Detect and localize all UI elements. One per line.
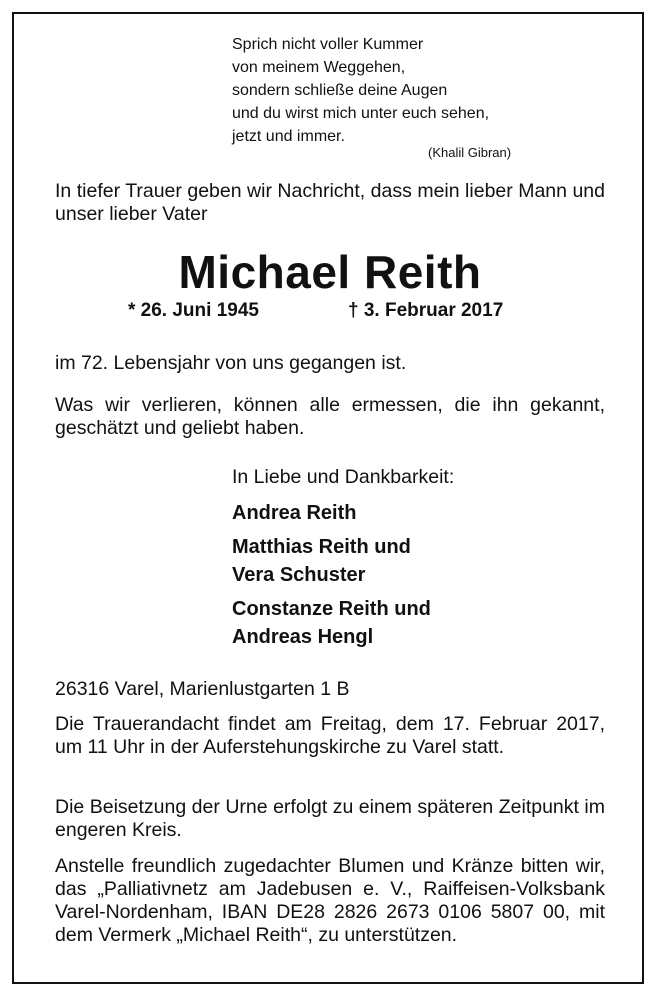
thanks-line: In Liebe und Dankbarkeit:: [232, 466, 455, 488]
poem-line: und du wirst mich unter euch sehen,: [232, 105, 490, 122]
death-date: † 3. Februar 2017: [348, 300, 504, 321]
birth-date: * 26. Juni 1945: [128, 300, 259, 321]
family-name: Andrea Reith: [232, 502, 357, 524]
family-name: Matthias Reith und: [232, 536, 411, 558]
service-text: Die Trauerandacht findet am Freitag, dem 17. Februar 2017, um 11 Uhr in der Auferstehungskirche zu Varel statt.: [55, 713, 605, 758]
poem: [232, 33, 552, 148]
family-name: Vera Schuster: [232, 564, 366, 586]
address-text: 26316 Varel, Marienlustgarten 1 B: [55, 678, 350, 700]
poem-line: von meinem Weggehen,: [232, 59, 406, 76]
burial-text: Die Beisetzung der Urne erfolgt zu einem späteren Zeitpunkt im engeren Kreis.: [55, 796, 605, 841]
family-name: Andreas Hengl: [232, 626, 374, 648]
family-member: [232, 533, 632, 589]
family-name: Constanze Reith und: [232, 598, 431, 620]
poem-author: (Khalil Gibran): [428, 145, 512, 160]
deceased-name: Michael Reith: [178, 246, 482, 298]
family-member: [232, 595, 632, 651]
family-member: [232, 499, 632, 527]
donation-text: Anstelle freundlich zugedachter Blumen und Kränze bitten wir, das „Palliativnetz am Jadebusen e. V., Raiffeisen-Volksbank Varel-Nordenham, IBAN DE28 2826 2673 0106 5807 00, mit dem Vermerk „Michael Reith“, zu unterstützen.: [55, 855, 605, 946]
intro-text: In tiefer Trauer geben wir Nachricht, dass mein lieber Mann und unser lieber Vater: [55, 180, 605, 225]
poem-line: Sprich nicht voller Kummer: [232, 36, 424, 53]
age-text: im 72. Lebensjahr von uns gegangen ist.: [55, 352, 407, 374]
quote-text: Was wir verlieren, können alle ermessen, die ihn gekannt, geschätzt und geliebt haben.: [55, 394, 605, 439]
poem-line: sondern schließe deine Augen: [232, 82, 448, 99]
poem-line: jetzt und immer.: [232, 128, 345, 145]
